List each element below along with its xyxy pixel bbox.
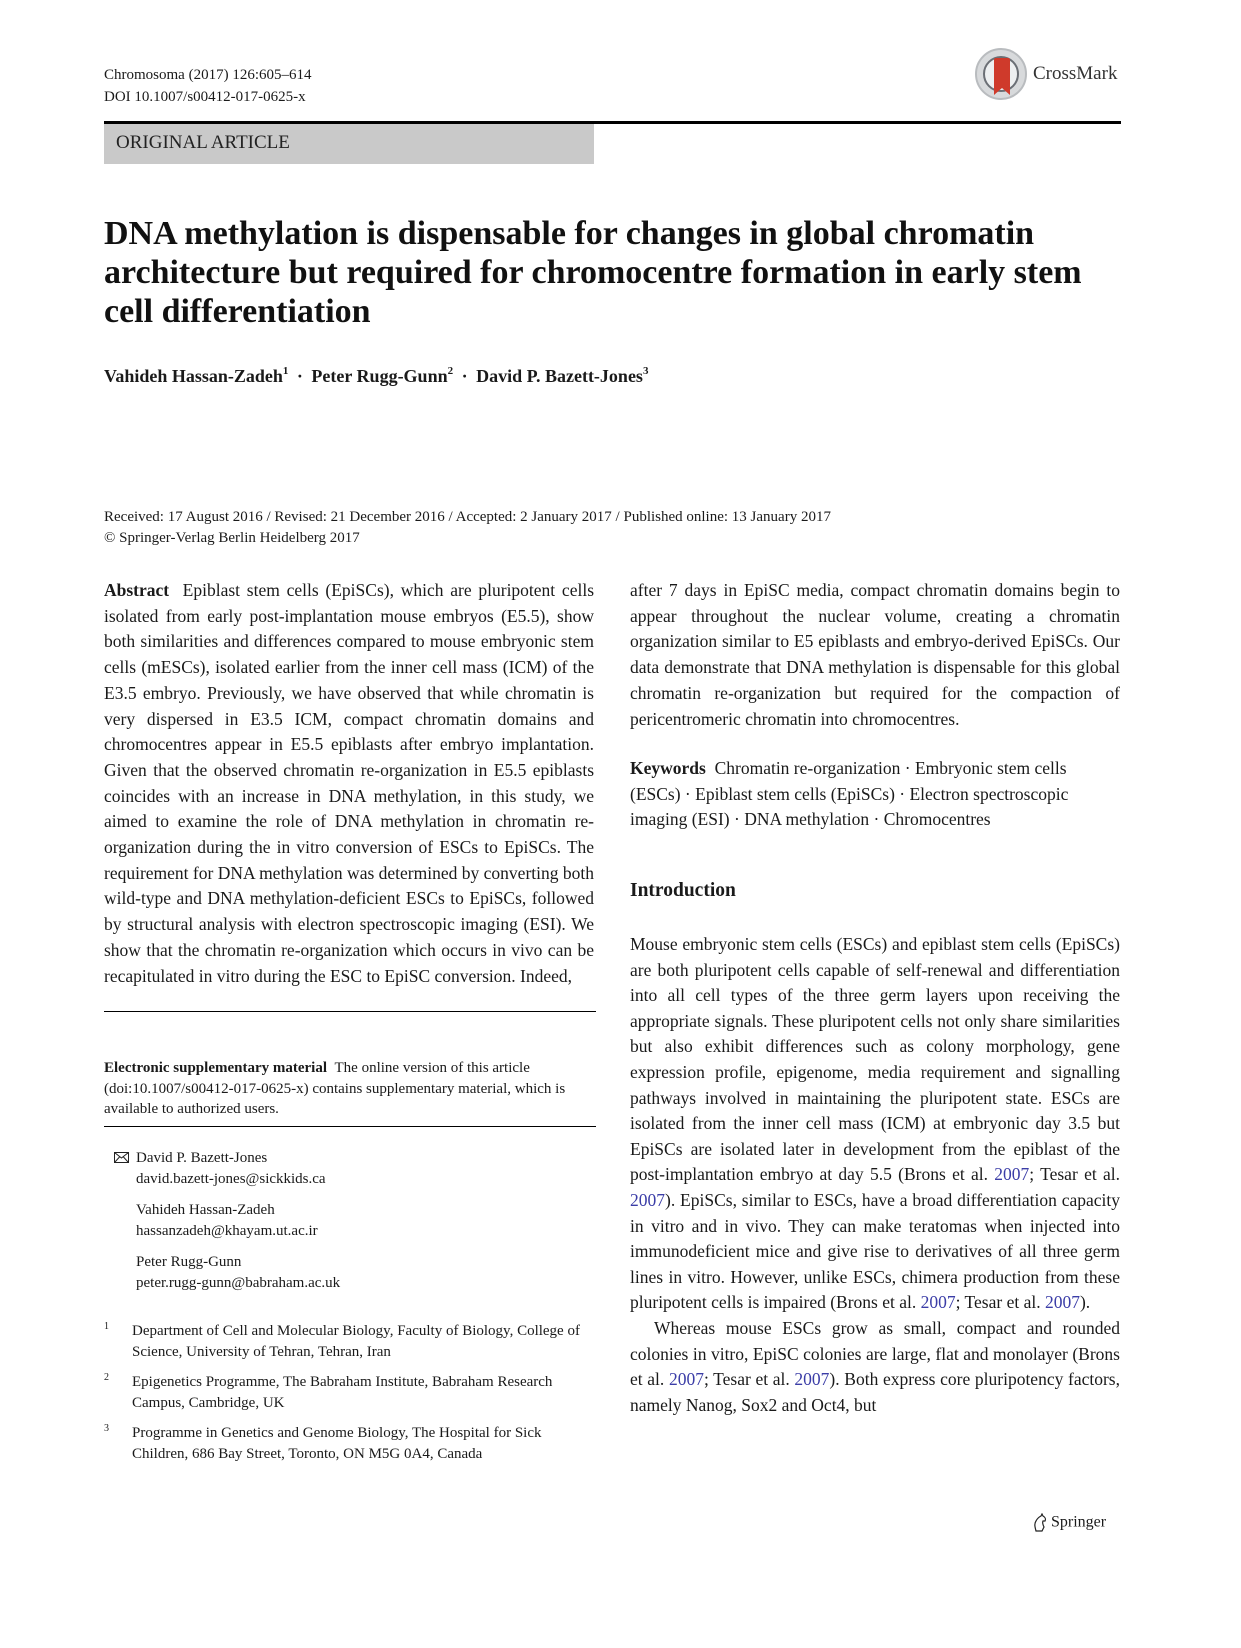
publication-history [104, 507, 831, 549]
affiliation-number: 2 [104, 1372, 109, 1383]
keywords-label: Keywords [630, 758, 706, 778]
crossmark-icon [975, 48, 1027, 100]
article-title: DNA methylation is dispensable for changes in global chromatin architecture but required for chromocentre formation in early stem cell differentiation [104, 215, 1082, 330]
contact-entry [136, 1252, 340, 1293]
springer-horse-icon [1032, 1513, 1048, 1533]
author-name[interactable]: Vahideh Hassan-Zadeh [104, 366, 283, 386]
introduction-heading: Introduction [630, 880, 736, 901]
affiliation-number: 3 [104, 1423, 109, 1434]
citation-link[interactable]: 2007 [1044, 1292, 1080, 1313]
abstract-text: Epiblast stem cells (EpiSCs), which are pluripotent cells isolated from early post-implantation mouse embryos (E5.5), show both similarities and differences compared to mouse embryonic stem cells (mESCs), isolated earlier from the inner cell mass (ICM) of the E3.5 embryo. Previously, we have observed that while chromatin is very dispersed in E3.5 ICM, compact chromatin domains and chromocentres appear in E5.5 epiblasts after embryo implantation. Given that the observed chromatin re-organization in E5.5 epiblasts coincides with an increase in DNA methylation, in this study, we aimed to examine the role of DNA methylation in chromatin re-organization during the in vitro conversion of ESCs to EpiSCs. The requirement for DNA methylation was determined by converting both wild-type and DNA methylation-deficient ESCs to EpiSCs, followed by structural analysis with electron spectroscopic imaging (ESI). We show that the chromatin re-organization which occurs in vivo can be recapitulated in vitro during the ESC to EpiSC conversion. Indeed, [104, 580, 595, 986]
author-separator: · [461, 366, 468, 386]
contact-email[interactable]: hassanzadeh@khayam.ut.ac.ir [136, 1222, 318, 1239]
journal-citation [104, 64, 312, 108]
author-name[interactable]: Peter Rugg-Gunn [311, 366, 448, 386]
supplementary-text: The online version of this article (doi:10.1007/s00412-017-0625-x) contains supplementary material, which is available to authorized users. [104, 1060, 566, 1117]
affiliation-number: 1 [104, 1321, 109, 1332]
article-type-banner: ORIGINAL ARTICLE [104, 124, 594, 164]
contact-name: David P. Bazett-Jones [136, 1150, 268, 1166]
contact-email[interactable]: peter.rugg-gunn@babraham.ac.uk [136, 1274, 341, 1291]
copyright-line: © Springer-Verlag Berlin Heidelberg 2017 [104, 530, 360, 546]
citation-link[interactable]: 2007 [920, 1292, 956, 1313]
author-affiliation-number: 3 [642, 365, 649, 377]
introduction-paragraph: Whereas mouse ESCs grow as small, compact and rounded colonies in vitro, EpiSC colonies are large, flat and monolayer (Brons et al. 2007; Tesar et al. 2007). Both express core pluripotency factors, namely Nanog, Sox2 and Oct4, but [630, 1317, 1120, 1415]
keywords [630, 756, 1120, 833]
dates-line: Received: 17 August 2016 / Revised: 21 December 2016 / Accepted: 2 January 2017 / Published online: 13 January 2017 [104, 509, 831, 525]
crossmark-label: CrossMark [1033, 63, 1118, 84]
citation-link[interactable]: 2007 [794, 1369, 830, 1390]
abstract-left-column [104, 578, 594, 989]
contact-name: Peter Rugg-Gunn [136, 1254, 242, 1270]
author-separator: · [296, 366, 303, 386]
doi-line: DOI 10.1007/s00412-017-0625-x [104, 89, 306, 105]
contact-email[interactable]: david.bazett-jones@sickkids.ca [136, 1170, 326, 1187]
keywords-text: Chromatin re-organization · Embryonic stem cells (ESCs) · Epiblast stem cells (EpiSCs) · Electron spectroscopic imaging (ESI) · DNA methylation · Chromocentres [630, 758, 1069, 830]
citation-link[interactable]: 2007 [994, 1164, 1030, 1185]
abstract-text-continued: after 7 days in EpiSC media, compact chromatin domains begin to appear throughout the nuclear volume, creating a chromatin organization similar to E5 epiblasts and embryo-derived EpiSCs. Our data demonstrate that DNA methylation is dispensable for this global chromatin re-organization but required for the compaction of pericentromeric chromatin into chromocentres. [630, 580, 1120, 729]
footnote-rule [104, 1126, 596, 1127]
publisher-logo [1032, 1513, 1106, 1537]
author-affiliation-number: 2 [447, 365, 454, 377]
envelope-icon [114, 1152, 129, 1163]
contact-name: Vahideh Hassan-Zadeh [136, 1202, 275, 1218]
author-affiliation-number: 1 [282, 365, 289, 377]
contact-entry [136, 1148, 326, 1189]
affiliation-text: Programme in Genetics and Genome Biology, The Hospital for Sick Children, 686 Bay Street, Toronto, ON M5G 0A4, Canada [132, 1425, 542, 1462]
supplementary-label: Electronic supplementary material [104, 1060, 328, 1076]
introduction-body [630, 932, 1120, 1418]
citation-link[interactable]: 2007 [630, 1189, 665, 1210]
publisher-name: Springer [1051, 1513, 1107, 1531]
crossmark-badge[interactable] [975, 48, 1120, 102]
author-list [104, 366, 648, 387]
supplementary-material-note [104, 1058, 596, 1120]
affiliation-text: Department of Cell and Molecular Biology, Faculty of Biology, College of Science, University of Tehran, Tehran, Iran [132, 1323, 580, 1360]
introduction-paragraph: Mouse embryonic stem cells (ESCs) and epiblast stem cells (EpiSCs) are both pluripotent cells capable of self-renewal and differentiation into all cell types of the three germ layers upon receiving the appropriate signals. These pluripotent cells not only share similarities but also exhibit differences such as colony morphology, gene expression profile, epigenome, media requirement and signalling pathways involved in maintaining the pluripotent state. ESCs are isolated from the inner cell mass (ICM) at embryonic day 3.5 but EpiSCs are isolated later in development from the epiblast of the post-implantation embryo at day 5.5 (Brons et al. 2007; Tesar et al. 2007). EpiSCs, similar to ESCs, have a broad differentiation capacity in vitro and in vivo. They can make teratomas when injected into immunodeficient mice and give rise to derivatives of all three germ lines in vitro. However, unlike ESCs, chimera production from these pluripotent cells is impaired (Brons et al. 2007; Tesar et al. 2007). [630, 934, 1120, 1313]
journal-line: Chromosoma (2017) 126:605–614 [104, 67, 312, 83]
affiliation-text: Epigenetics Programme, The Babraham Institute, Babraham Research Campus, Cambridge, UK [132, 1374, 553, 1411]
footnote-rule [104, 1011, 596, 1012]
abstract-label: Abstract [104, 580, 170, 600]
citation-link[interactable]: 2007 [668, 1369, 704, 1390]
contact-entry [136, 1200, 318, 1241]
author-name[interactable]: David P. Bazett-Jones [476, 366, 643, 386]
abstract-right-column [630, 578, 1120, 732]
